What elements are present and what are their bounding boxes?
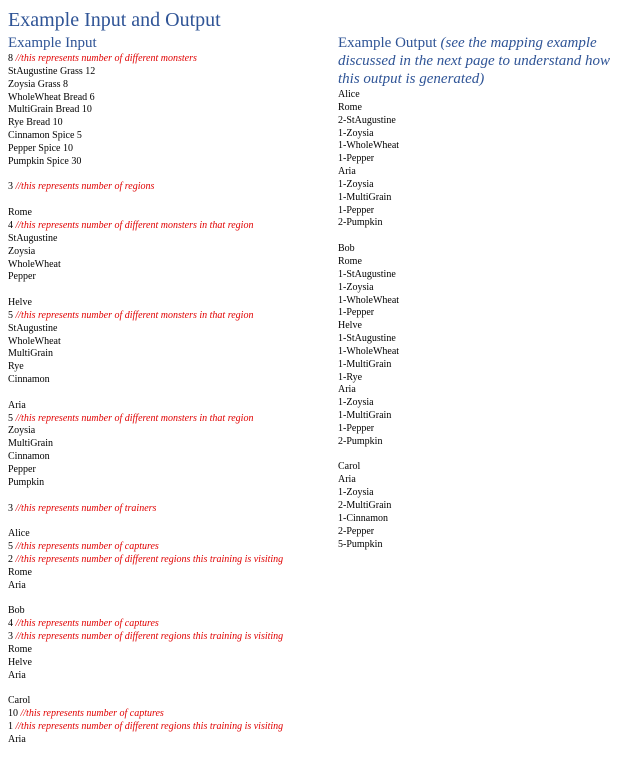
input-line-text: 5 [8, 541, 16, 553]
input-line-text: StAugustine [8, 232, 58, 244]
input-line [8, 554, 328, 567]
input-line-comment: //this represents number of different monsters [15, 53, 197, 64]
input-line-comment: //this represents number of different monsters in that region [15, 309, 254, 321]
input-line-text: Aria [8, 733, 26, 745]
input-line-text: WholeWheat [8, 258, 61, 270]
example-output-heading-note: (see the mapping example discussed in the next page to understand how this output is generated) [338, 35, 611, 87]
output-line: 2-Pumpkin [338, 435, 383, 447]
input-line-text: Helve [8, 656, 32, 668]
input-line-text: Zoysia [8, 425, 36, 437]
input-line [8, 734, 328, 747]
output-line: 2-StAugustine [338, 114, 396, 126]
input-line [8, 644, 328, 657]
output-line: 1-WholeWheat [338, 140, 400, 152]
output-line: 1-Rye [338, 371, 363, 383]
input-line-text: Cinnamon Spice 5 [8, 130, 82, 142]
output-line [338, 449, 613, 462]
input-line [8, 400, 328, 413]
input-line [8, 207, 328, 220]
input-line-text: Pumpkin Spice 30 [8, 155, 82, 167]
input-line [8, 336, 328, 349]
input-line [8, 79, 328, 92]
input-line-text: Aria [8, 669, 26, 681]
output-line: 1-Zoysia [338, 127, 374, 139]
input-line-comment: //this represents number of different regions this training is visiting [15, 553, 284, 565]
input-line-text: Zoysia [8, 245, 36, 257]
output-line: Aria [338, 166, 356, 178]
input-line-text: WholeWheat [8, 335, 61, 347]
output-line: 1-Pepper [338, 307, 375, 319]
input-line-text: Carol [8, 695, 31, 707]
input-line [8, 387, 328, 400]
input-line-text: Rome [8, 207, 32, 219]
output-line: 1-StAugustine [338, 268, 396, 280]
input-line-text: Rome [8, 643, 32, 655]
output-line: Rome [338, 255, 362, 267]
example-output-heading-label: Example Output [338, 35, 437, 51]
input-line [8, 233, 328, 246]
input-line [8, 515, 328, 528]
input-line-text: StAugustine Grass 12 [8, 65, 96, 77]
input-line-text: Aria [8, 579, 26, 591]
input-line [8, 580, 328, 593]
input-line-text: Rye [8, 361, 24, 373]
output-line: Carol [338, 461, 361, 473]
input-line [8, 374, 328, 387]
input-line-text: Rye Bread 10 [8, 117, 63, 129]
input-line [8, 438, 328, 451]
input-line [8, 246, 328, 259]
input-line [8, 348, 328, 361]
input-line-text: Pepper [8, 464, 36, 475]
output-line: Bob [338, 243, 355, 255]
input-line [8, 464, 328, 477]
input-line-text: 2 [8, 553, 16, 565]
input-line [8, 708, 328, 721]
example-output-heading [338, 34, 613, 88]
input-line-text: 10 [8, 708, 21, 720]
input-line [8, 130, 328, 143]
input-line-text: Aria [8, 399, 26, 411]
output-line: 1-Zoysia [338, 281, 374, 293]
input-line [8, 259, 328, 272]
input-line-comment: //this represents number of different monsters in that region [15, 219, 254, 231]
input-line-comment: //this represents number of different regions this training is visiting [15, 630, 284, 642]
output-line: 1-Pepper [338, 153, 375, 165]
input-line [8, 695, 328, 708]
output-line: Alice [338, 89, 360, 100]
input-line [8, 220, 328, 233]
input-line [8, 66, 328, 79]
input-line-text: 5 [8, 309, 16, 321]
input-line-text: 5 [8, 412, 16, 424]
input-line-text: Zoysia Grass 8 [8, 78, 68, 90]
input-line [8, 631, 328, 644]
output-line: Helve [338, 320, 362, 332]
input-line-text: StAugustine [8, 322, 58, 334]
input-line-text: Rome [8, 566, 32, 578]
output-line: 1-Zoysia [338, 487, 374, 499]
input-line [8, 682, 328, 695]
input-line [8, 169, 328, 182]
output-line: 1-Zoysia [338, 178, 374, 190]
input-line-text: Pepper [8, 271, 36, 283]
input-line-text: Alice [8, 528, 30, 540]
input-line [8, 53, 328, 66]
input-line [8, 670, 328, 683]
input-line-text: MultiGrain Bread 10 [8, 104, 92, 116]
input-line-text: Pumpkin [8, 476, 45, 488]
input-line-comment: //this represents number of captures [15, 618, 159, 630]
input-line [8, 156, 328, 169]
input-line-text: 3 [8, 502, 16, 514]
page-title: Example Input and Output [8, 9, 221, 31]
input-line [8, 490, 328, 503]
input-line-text: Bob [8, 605, 25, 617]
input-line-text: WholeWheat Bread 6 [8, 91, 95, 103]
input-line-comment: //this represents number of regions [15, 181, 155, 193]
output-line: 1-WholeWheat [338, 294, 400, 306]
input-line [8, 503, 328, 516]
input-line [8, 284, 328, 297]
output-line: Rome [338, 101, 362, 113]
input-line [8, 592, 328, 605]
input-line [8, 451, 328, 464]
input-line [8, 104, 328, 117]
input-line [8, 361, 328, 374]
input-line-comment: //this represents number of captures [20, 708, 164, 720]
input-line [8, 425, 328, 438]
output-line: Aria [338, 384, 356, 396]
input-line [8, 143, 328, 156]
output-line: 1-Pepper [338, 422, 375, 434]
input-line [8, 181, 328, 194]
input-line [8, 117, 328, 130]
input-line-text: MultiGrain [8, 348, 53, 360]
input-line [8, 721, 328, 734]
input-line-comment: //this represents number of captures [15, 541, 159, 553]
output-line: 1-Pepper [338, 204, 375, 216]
example-output-column [338, 34, 613, 551]
output-line: 1-StAugustine [338, 333, 396, 345]
output-line: Aria [338, 474, 356, 486]
input-line-text: Cinnamon [8, 451, 50, 463]
example-input-heading: Example Input [8, 35, 97, 51]
input-line [8, 92, 328, 105]
input-line [8, 528, 328, 541]
example-input-column [8, 34, 328, 747]
input-line-comment: //this represents number of different monsters in that region [15, 412, 254, 424]
input-line-text: 3 [8, 630, 16, 642]
input-line [8, 477, 328, 490]
input-line-text: 4 [8, 219, 16, 231]
output-line: 2-MultiGrain [338, 500, 392, 511]
input-line [8, 618, 328, 631]
example-input-lines [8, 53, 328, 747]
input-line-text: 4 [8, 618, 16, 630]
output-line: 1-Cinnamon [338, 512, 388, 524]
input-line [8, 297, 328, 310]
input-line-comment: //this represents number of different regions this training is visiting [15, 720, 284, 732]
output-line: 1-WholeWheat [338, 345, 400, 357]
input-line [8, 657, 328, 670]
input-line-text: Cinnamon [8, 374, 50, 386]
input-line [8, 605, 328, 618]
input-line [8, 323, 328, 336]
input-line-text: 8 [8, 53, 16, 64]
output-line: 2-Pumpkin [338, 217, 383, 229]
output-line: 5-Pumpkin [338, 538, 383, 550]
input-line-text: 1 [8, 720, 16, 732]
output-line: 1-MultiGrain [338, 358, 392, 370]
input-line [8, 271, 328, 284]
input-line-text: MultiGrain [8, 438, 53, 450]
input-line [8, 310, 328, 323]
example-output-lines [338, 89, 613, 551]
output-line: 1-MultiGrain [338, 191, 392, 203]
input-line-text: 3 [8, 181, 16, 193]
input-line-comment: //this represents number of trainers [15, 502, 157, 514]
input-line [8, 541, 328, 554]
output-line: 1-MultiGrain [338, 410, 392, 422]
input-line-text: Pepper Spice 10 [8, 142, 73, 154]
input-line [8, 413, 328, 426]
output-line [338, 230, 613, 243]
input-line [8, 194, 328, 207]
input-line [8, 567, 328, 580]
output-line: 2-Pepper [338, 525, 375, 537]
output-line: 1-Zoysia [338, 397, 374, 409]
input-line-text: Helve [8, 297, 32, 309]
